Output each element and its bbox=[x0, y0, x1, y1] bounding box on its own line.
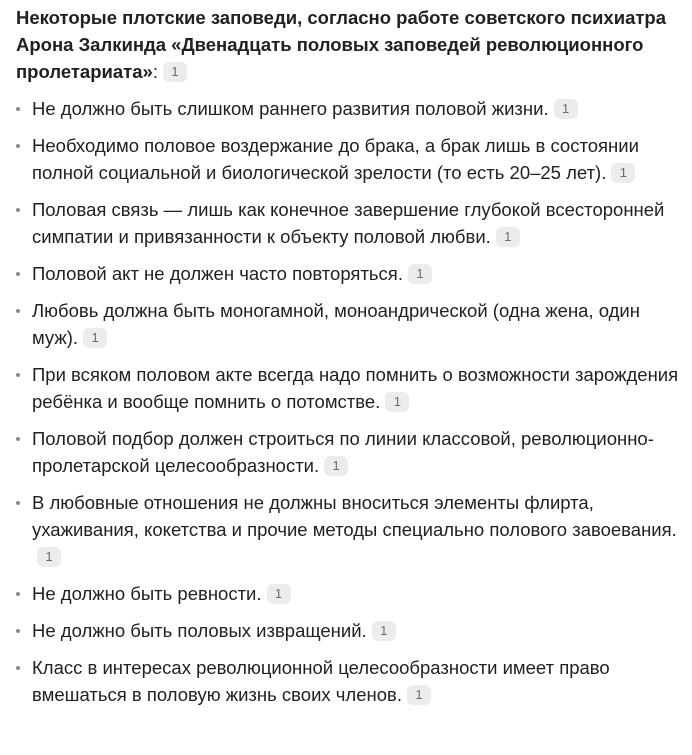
list-item bbox=[16, 654, 688, 708]
list-item-text: Не должно быть ревности. bbox=[32, 583, 262, 604]
bullet-icon bbox=[16, 144, 20, 148]
bullet-icon bbox=[16, 107, 20, 111]
list-item-text: В любовные отношения не должны вноситься элементы флирта, ухаживания, кокетства и прочие методы специально полового завоевания. bbox=[32, 492, 677, 540]
bullet-icon bbox=[16, 272, 20, 276]
list-item-text: Необходимо половое воздержание до брака, а брак лишь в состоянии полной социальной и биологической зрелости (то есть 20–25 лет). bbox=[32, 135, 639, 183]
source-ref-badge[interactable]: 1 bbox=[554, 99, 578, 119]
list-item bbox=[16, 580, 688, 607]
intro-paragraph bbox=[16, 4, 688, 85]
list-item bbox=[16, 95, 688, 122]
list-item bbox=[16, 489, 688, 570]
bullet-icon bbox=[16, 373, 20, 377]
intro-colon: : bbox=[152, 61, 158, 82]
list-item-text: При всяком половом акте всегда надо помнить о возможности зарождения ребёнка и вообще помнить о потомстве. bbox=[32, 364, 679, 412]
bullet-icon bbox=[16, 592, 20, 596]
source-ref-badge[interactable]: 1 bbox=[324, 456, 348, 476]
commandments-list bbox=[16, 95, 688, 708]
bullet-icon bbox=[16, 629, 20, 633]
source-ref-badge[interactable]: 1 bbox=[408, 264, 432, 284]
source-ref-badge[interactable]: 1 bbox=[385, 392, 409, 412]
list-item bbox=[16, 297, 688, 351]
bullet-icon bbox=[16, 208, 20, 212]
list-item bbox=[16, 260, 688, 287]
list-item-text: Не должно быть слишком раннего развития половой жизни. bbox=[32, 98, 549, 119]
list-item-text: Половая связь — лишь как конечное завершение глубокой всесторонней симпатии и привязанности к объекту половой любви. bbox=[32, 199, 665, 247]
list-item-text: Любовь должна быть моногамной, моноандрической (одна жена, один муж). bbox=[32, 300, 640, 348]
list-item-text: Не должно быть половых извращений. bbox=[32, 620, 367, 641]
list-item bbox=[16, 425, 688, 479]
bullet-icon bbox=[16, 437, 20, 441]
bullet-icon bbox=[16, 309, 20, 313]
list-item bbox=[16, 132, 688, 186]
source-ref-badge[interactable]: 1 bbox=[37, 547, 61, 567]
list-item bbox=[16, 361, 688, 415]
list-item-text: Класс в интересах революционной целесообразности имеет право вмешаться в половую жизнь своих членов. bbox=[32, 657, 610, 705]
source-ref-badge[interactable]: 1 bbox=[496, 227, 520, 247]
source-ref-badge[interactable]: 1 bbox=[407, 685, 431, 705]
source-ref-badge[interactable]: 1 bbox=[267, 584, 291, 604]
bullet-icon bbox=[16, 501, 20, 505]
intro-text: Некоторые плотские заповеди, согласно работе советского психиатра Арона Залкинда «Двенадцать половых заповедей революционного пролетариата» bbox=[16, 7, 667, 82]
source-ref-badge[interactable]: 1 bbox=[611, 163, 635, 183]
source-ref-badge[interactable]: 1 bbox=[372, 621, 396, 641]
list-item-text: Половой подбор должен строиться по линии классовой, революционно-пролетарской целесообразности. bbox=[32, 428, 654, 476]
bullet-icon bbox=[16, 666, 20, 670]
list-item bbox=[16, 196, 688, 250]
source-ref-badge[interactable]: 1 bbox=[163, 62, 187, 82]
list-item-text: Половой акт не должен часто повторяться. bbox=[32, 263, 403, 284]
list-item bbox=[16, 617, 688, 644]
source-ref-badge[interactable]: 1 bbox=[83, 328, 107, 348]
